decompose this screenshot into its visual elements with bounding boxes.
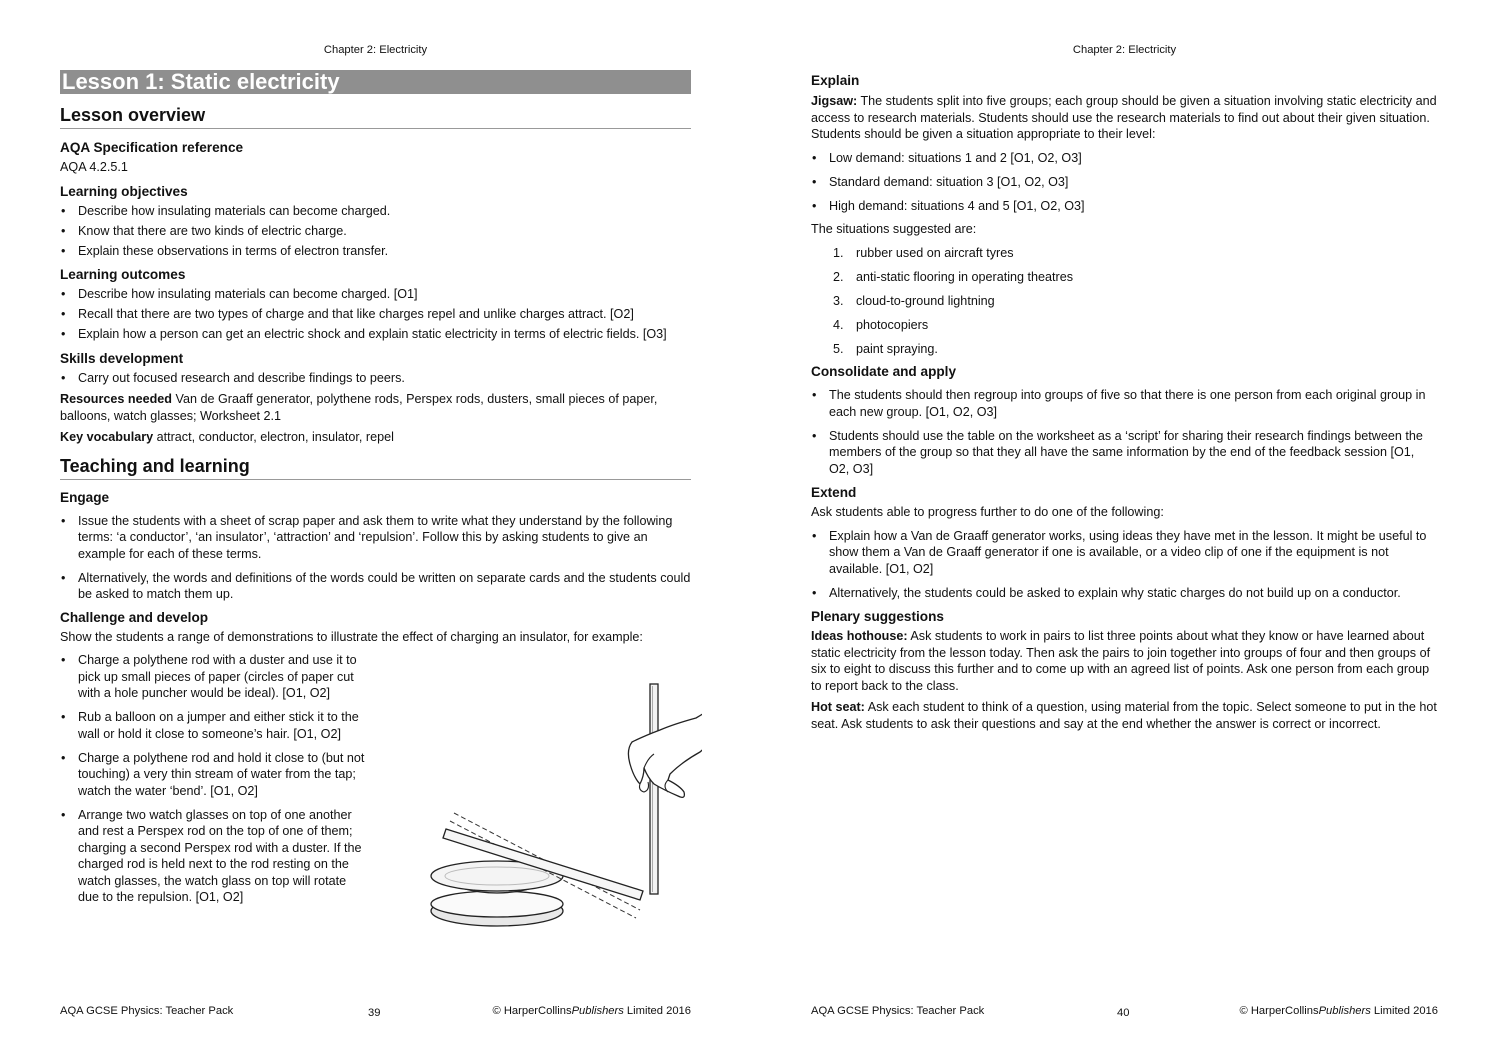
list-item: • Explain how a person can get an electric shock and explain static electricity in terms of electric fields. [O3] <box>60 326 691 343</box>
objectives-list <box>60 203 691 260</box>
list-item: • The students should then regroup into groups of five so that there is one person from each original group in each new group. [O1, O2, O3] <box>811 387 1438 420</box>
vocab-text: attract, conductor, electron, insulator, repel <box>153 430 394 444</box>
list-item: • Students should use the table on the worksheet as a ‘script’ for sharing their research findings between the members of the group so that they all have the same information by the end of the feedback session [O1, O2, O3] <box>811 428 1438 478</box>
demand-list <box>811 150 1438 215</box>
consolidate-heading: Consolidate and apply <box>811 364 957 379</box>
page-number: 40 <box>1117 1007 1130 1019</box>
hothouse-paragraph <box>811 628 1438 694</box>
list-item: • Alternatively, the students could be asked to explain why static charges do not build up on a conductor. <box>811 585 1438 602</box>
extend-list <box>811 528 1438 602</box>
list-item: • Describe how insulating materials can become charged. [O1] <box>60 286 691 303</box>
list-item: 5. paint spraying. <box>833 341 938 356</box>
list-item: • Rub a balloon on a jumper and either stick it to the wall or hold it close to someone’s hair. [O1, O2] <box>60 709 365 742</box>
spec-ref: AQA 4.2.5.1 <box>60 160 128 174</box>
list-item: • Describe how insulating materials can become charged. <box>60 203 691 220</box>
list-item: 3. cloud-to-ground lightning <box>833 293 995 308</box>
list-item: • Issue the students with a sheet of scrap paper and ask them to write what they understand by the following terms: ‘a conductor’, ‘an insulator’, ‘attraction’ and ‘repulsion’. Follow this by asking students to give an example for each of these terms. <box>60 513 691 563</box>
list-item: • Explain how a Van de Graaff generator works, using ideas they have met in the lesson. It might be useful to show them a Van de Graaff generator if one is available, or a video clip of one if the equipment is not available. [O1, O2] <box>811 528 1438 578</box>
copyright: © HarperCollinsPublishers Limited 2016 <box>492 1005 691 1017</box>
page-number: 39 <box>368 1007 381 1019</box>
lesson-title: Lesson 1: Static electricity <box>60 70 691 94</box>
running-head: Chapter 2: Electricity <box>1072 44 1177 56</box>
list-item: • Explain these observations in terms of electron transfer. <box>60 243 691 260</box>
situations-list <box>811 245 1438 358</box>
hotseat-paragraph <box>811 699 1438 732</box>
watch-glass-demo-illustration <box>382 678 702 928</box>
right-content <box>811 72 1438 732</box>
right-page <box>811 0 1438 1061</box>
outcomes-list <box>60 286 691 343</box>
list-item: • Arrange two watch glasses on top of one another and rest a Perspex rod on the top of one of them; charging a second Perspex rod with a duster. If the charged rod is held next to the rod resting on the watch glasses, the watch glass on top will rotate due to the repulsion. [O1, O2] <box>60 807 365 906</box>
hotseat-text: Ask each student to think of a question, using material from the topic. Select someone to put in the hot seat. Ask students to ask their questions and say at the end whether the answer is correct or incorrect. <box>811 700 1437 731</box>
resources-needed <box>60 391 691 424</box>
list-item: • Know that there are two kinds of electric charge. <box>60 223 691 240</box>
engage-heading: Engage <box>60 489 110 505</box>
list-item: 2. anti-static flooring in operating theatres <box>833 269 1074 284</box>
footer-title: AQA GCSE Physics: Teacher Pack <box>811 1005 985 1017</box>
list-item: • Recall that there are two types of charge and that like charges repel and unlike charges attract. [O2] <box>60 306 691 323</box>
skills-heading: Skills development <box>60 350 184 366</box>
challenge-intro: Show the students a range of demonstrations to illustrate the effect of charging an insulator, for example: <box>60 629 643 644</box>
plenary-heading: Plenary suggestions <box>811 609 944 624</box>
jigsaw-text: The students split into five groups; each group should be given a situation involving static electricity and access to research materials. Students should use the research materials to find out about their given situation. Students should be given a situation appropriate to their level: <box>811 94 1437 141</box>
running-head: Chapter 2: Electricity <box>323 44 428 56</box>
copyright: © HarperCollinsPublishers Limited 2016 <box>1239 1005 1438 1017</box>
list-item: • Alternatively, the words and definitions of the words could be written on separate cards and the students could be asked to match them up. <box>60 570 691 603</box>
overview-heading: Lesson overview <box>60 104 691 129</box>
consolidate-list <box>811 387 1438 477</box>
vocab-label: Key vocabulary <box>60 430 154 444</box>
skills-list <box>60 370 691 387</box>
list-item: • Low demand: situations 1 and 2 [O1, O2, O3] <box>811 150 1438 167</box>
list-item: 1. rubber used on aircraft tyres <box>833 245 1014 260</box>
list-item: • Charge a polythene rod and hold it close to (but not touching) a very thin stream of water from the tap; watch the water ‘bend’. [O1, O2] <box>60 750 365 800</box>
resources-label: Resources needed <box>60 392 172 406</box>
challenge-heading: Challenge and develop <box>60 609 209 625</box>
jigsaw-paragraph <box>811 93 1438 143</box>
extend-intro: Ask students able to progress further to do one of the following: <box>811 505 1164 519</box>
list-item: 4. photocopiers <box>833 317 929 332</box>
left-page <box>60 0 691 1061</box>
engage-list <box>60 513 691 603</box>
explain-heading: Explain <box>811 73 860 88</box>
hotseat-label: Hot seat: <box>811 700 865 714</box>
challenge-list <box>60 652 365 906</box>
situations-intro: The situations suggested are: <box>811 222 977 236</box>
list-item: • Charge a polythene rod with a duster and use it to pick up small pieces of paper (circles of paper cut with a hole puncher would be ideal). [O1, O2] <box>60 652 365 702</box>
jigsaw-label: Jigsaw: <box>811 94 858 108</box>
footer-title: AQA GCSE Physics: Teacher Pack <box>60 1005 234 1017</box>
teaching-heading: Teaching and learning <box>60 455 691 480</box>
outcomes-heading: Learning outcomes <box>60 267 186 282</box>
list-item: • High demand: situations 4 and 5 [O1, O2, O3] <box>811 198 1438 215</box>
objectives-heading: Learning objectives <box>60 183 188 199</box>
extend-heading: Extend <box>811 485 857 500</box>
list-item: • Carry out focused research and describe findings to peers. <box>60 370 691 387</box>
hothouse-text: Ask students to work in pairs to list three points about what they know or have learned about static electricity from the lesson today. Then ask the pairs to join together into groups of four and then groups of six to eight to discuss this further and to come up with an agreed list of points. Ask one person from each group to report back to the class. <box>811 629 1431 693</box>
resources-text: Van de Graaff generator, polythene rods, Perspex rods, dusters, small pieces of paper, balloons, watch glasses; Worksheet 2.1 <box>60 392 658 423</box>
key-vocabulary <box>60 429 691 446</box>
list-item: • Standard demand: situation 3 [O1, O2, O3] <box>811 174 1438 191</box>
hothouse-label: Ideas hothouse: <box>811 629 908 643</box>
spec-heading: AQA Specification reference <box>60 140 244 155</box>
